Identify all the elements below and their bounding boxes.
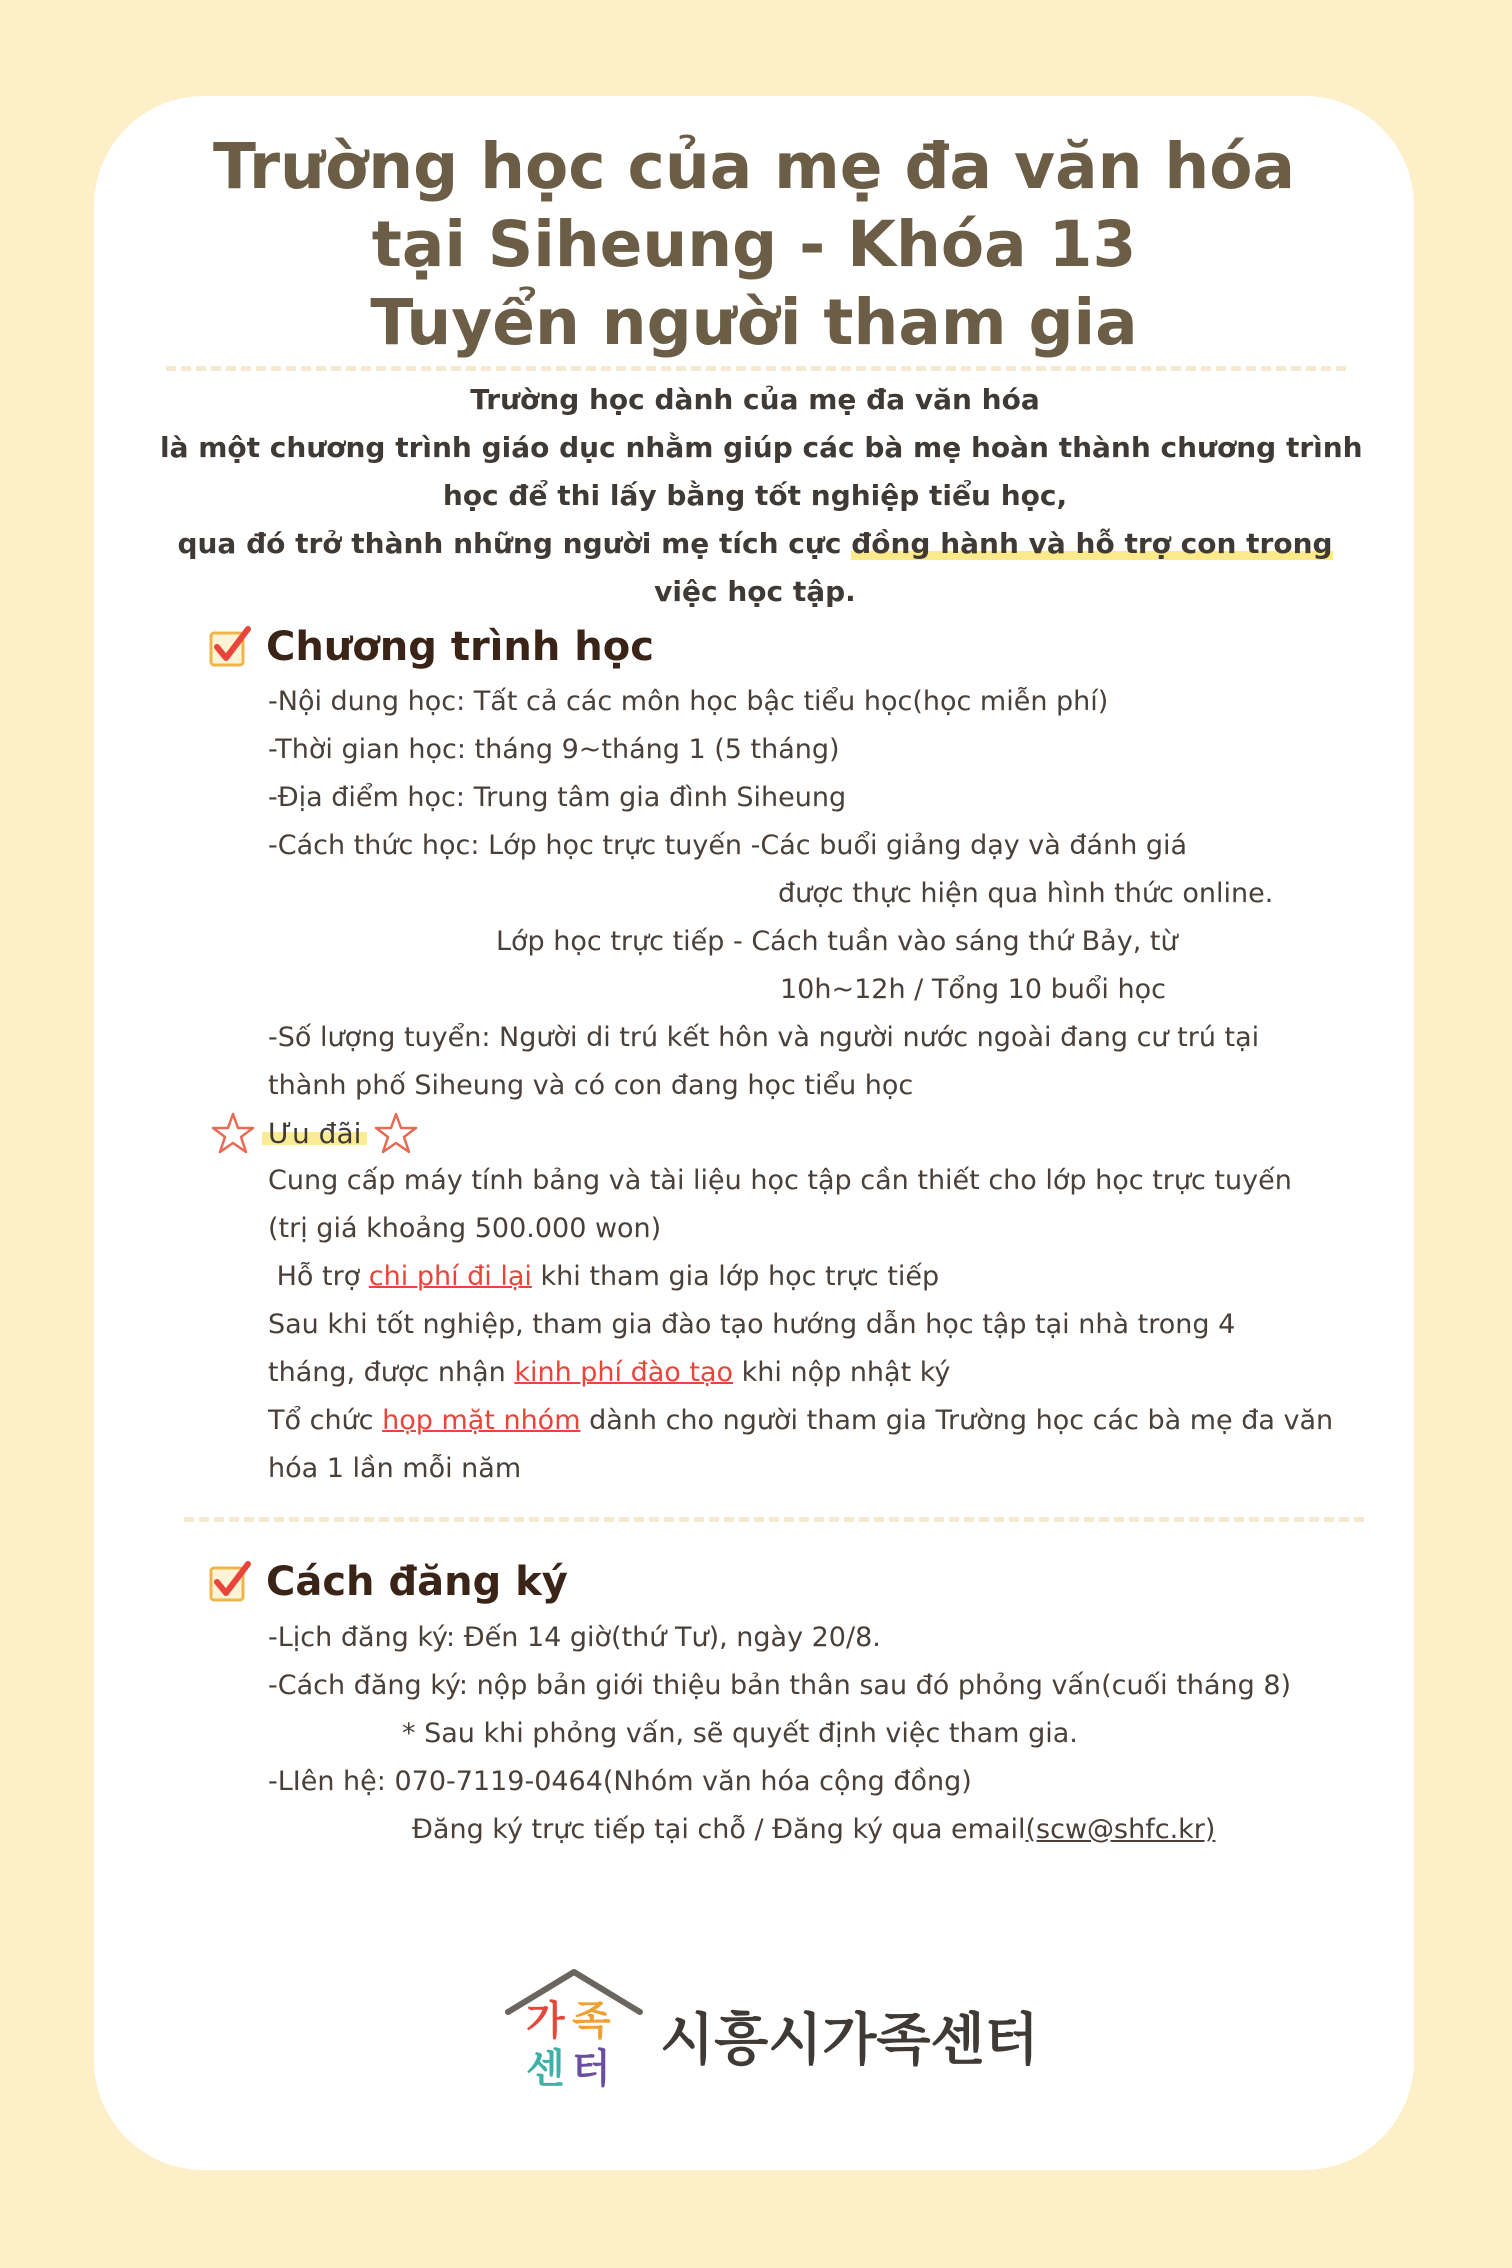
middle-divider [184,1517,1364,1522]
benefit-training-post: khi nộp nhật ký [733,1357,951,1388]
benefit-meeting [268,1397,1368,1445]
top-divider [166,366,1346,371]
title-line-1: Trường học của mẹ đa văn hóa [212,130,1296,203]
intro-line-3: học để thi lấy bằng tốt nghiệp tiểu học, [442,479,1068,512]
benefit-tablet: Cung cấp máy tính bảng và tài liệu học tập cần thiết cho lớp học trực tuyến [268,1165,1292,1196]
benefit-travel-post: khi tham gia lớp học trực tiếp [531,1261,940,1292]
program-details [268,678,1368,1110]
logo-syllable-2: 족 [572,1998,611,2044]
family-center-name: 시흥시가족센터 [660,2008,1039,2073]
program-method-online-cont: được thực hiện qua hình thức online. [778,878,1274,909]
page-title [94,128,1414,362]
benefit-training-pre: tháng, được nhận [268,1357,515,1388]
program-method-offline: Lớp học trực tiếp - Cách tuần vào sáng thứ Bảy, từ [496,926,1178,957]
benefit-travel [268,1253,1368,1301]
benefit-training: Sau khi tốt nghiệp, tham gia đào tạo hướng dẫn học tập tại nhà trong 4 [268,1309,1236,1340]
benefits-label-row [210,1108,419,1158]
house-logo-icon [504,1968,664,2092]
registration-details [268,1614,1368,1854]
program-quota: -Số lượng tuyển: Người di trú kết hôn và người nước ngoài đang cư trú tại [268,1022,1260,1053]
logo-syllable-4: 터 [572,2046,611,2092]
benefit-training-highlight: kinh phí đào tạo [514,1357,734,1388]
registration-schedule: -Lịch đăng ký: Đến 14 giờ(thứ Tư), ngày 20/8. [268,1622,881,1653]
benefit-travel-highlight: chi phí đi lại [368,1261,532,1292]
benefit-training-cont [268,1349,1368,1397]
registration-heading-text: Cách đăng ký [266,1559,568,1605]
intro-line-4 [160,520,1350,568]
star-icon-left [210,1110,256,1156]
intro-line-1: Trường học dành của mẹ đa văn hóa [470,383,1040,416]
program-quota-cont: thành phố Siheung và có con đang học tiểu học [268,1070,914,1101]
benefit-tablet-cont: (trị giá khoảng 500.000 won) [268,1213,662,1244]
benefit-meeting-cont: hóa 1 lần mỗi năm [268,1453,522,1484]
logo-syllable-1: 가 [526,1998,565,2044]
registration-note: * Sau khi phỏng vấn, sẽ quyết định việc tham gia. [402,1718,1078,1749]
logo-syllable-3: 센 [526,2046,565,2092]
program-heading [208,617,654,677]
registration-email-link[interactable]: (scw@shfc.kr) [1025,1814,1216,1845]
benefit-travel-pre: Hỗ trợ [268,1261,369,1292]
program-method-online: -Cách thức học: Lớp học trực tuyến -Các buổi giảng dạy và đánh giá [268,830,1188,861]
checkbox-icon [208,1560,252,1604]
registration-contact: -LIên hệ: 070-7119-0464(Nhóm văn hóa cộng đồng) [268,1766,972,1797]
checkbox-icon [208,625,252,669]
registration-heading [208,1552,568,1612]
star-icon-right [373,1110,419,1156]
benefit-meeting-post: dành cho người tham gia Trường học các bà mẹ đa văn [580,1405,1334,1436]
intro-paragraph [160,376,1363,616]
intro-line-2: là một chương trình giáo dục nhằm giúp các bà mẹ hoàn thành chương trình [160,431,1363,464]
registration-apply-text: Đăng ký trực tiếp tại chỗ / Đăng ký qua email [412,1814,1026,1845]
program-content: -Nội dung học: Tất cả các môn học bậc tiểu học(học miễn phí) [268,686,1109,717]
registration-apply [268,1806,1368,1854]
intro-line-4-text: qua đó trở thành những người mẹ tích cực [177,527,852,560]
benefit-meeting-pre: Tổ chức [268,1405,383,1436]
intro-highlight: đồng hành và hỗ trợ con trong [851,527,1333,560]
benefit-meeting-highlight: họp mặt nhóm [382,1405,581,1436]
benefits-label: Ưu đãi [262,1117,367,1150]
registration-method: -Cách đăng ký: nộp bản giới thiệu bản thân sau đó phỏng vấn(cuối tháng 8) [268,1670,1292,1701]
program-heading-text: Chương trình học [266,624,654,670]
program-method-offline-cont: 10h~12h / Tổng 10 buổi học [780,974,1166,1005]
program-place: -Địa điểm học: Trung tâm gia đình Siheung [268,782,847,813]
benefits-details [268,1157,1368,1493]
title-line-2: tại Siheung - Khóa 13 [371,208,1137,281]
title-line-3: Tuyển người tham gia [370,286,1138,359]
intro-line-5: việc học tập. [654,575,856,608]
program-time: -Thời gian học: tháng 9~tháng 1 (5 tháng) [268,734,840,765]
